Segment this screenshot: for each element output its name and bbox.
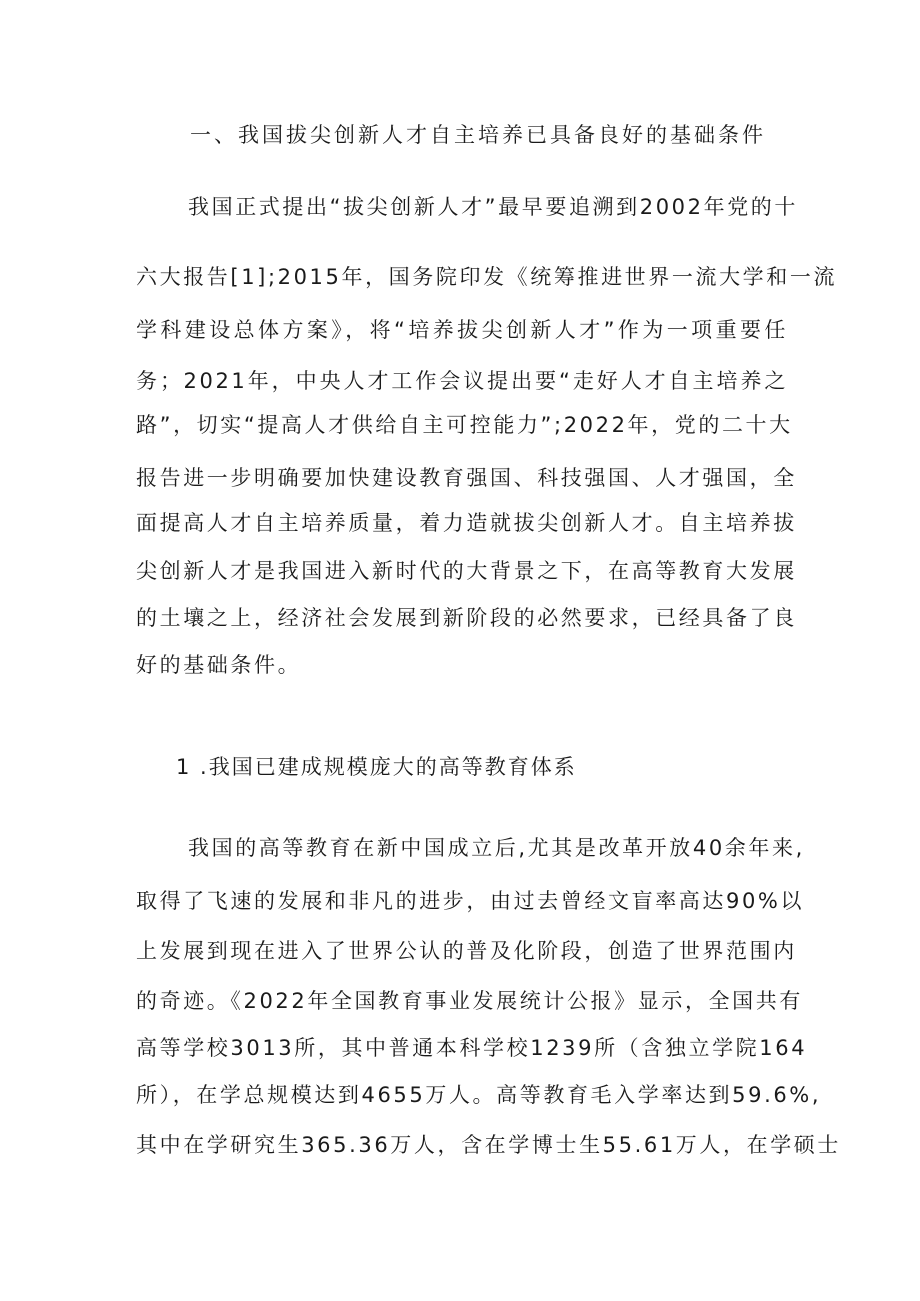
- paragraph-line: 的奇迹。《2022年全国教育事业发展统计公报》显示，全国共有: [136, 989, 803, 1013]
- paragraph-line: 的土壤之上，经济社会发展到新阶段的必然要求，已经具备了良: [136, 606, 797, 630]
- paragraph-line: 尖创新人才是我国进入新时代的大背景之下，在高等教育大发展: [136, 559, 797, 583]
- paragraph-line: 报告进一步明确要加快建设教育强国、科技强国、人才强国，全: [136, 466, 797, 490]
- paragraph-line: 我国正式提出“拔尖创新人才”最早要追溯到2002年党的十: [188, 195, 798, 219]
- subsection-heading: 1 .我国已建成规模庞大的高等教育体系: [176, 755, 577, 779]
- section-heading: 一、我国拔尖创新人才自主培养已具备良好的基础条件: [190, 123, 766, 147]
- paragraph-line: 六大报告[1];2015年，国务院印发《统筹推进世界一流大学和一流: [136, 265, 838, 289]
- paragraph-line: 学科建设总体方案》，将“培养拔尖创新人才”作为一项重要任: [136, 318, 788, 342]
- paragraph-line: 面提高人才自主培养质量，着力造就拔尖创新人才。自主培养拔: [136, 511, 797, 535]
- paragraph-line: 取得了飞速的发展和非凡的进步，由过去曾经文盲率高达90%以: [136, 889, 805, 913]
- paragraph-line: 上发展到现在进入了世界公认的普及化阶段，创造了世界范围内: [136, 939, 797, 963]
- paragraph-line: 其中在学研究生365.36万人，含在学博士生55.61万人，在学硕士: [136, 1133, 841, 1157]
- paragraph-line: 所），在学总规模达到4655万人。高等教育毛入学率达到59.6%,: [136, 1083, 822, 1107]
- paragraph-line: 我国的高等教育在新中国成立后,尤其是改革开放40余年来,: [188, 836, 805, 860]
- paragraph-line: 好的基础条件。: [136, 653, 302, 677]
- paragraph-line: 路”，切实“提高人才供给自主可控能力”;2022年，党的二十大: [136, 413, 793, 437]
- paragraph-line: 高等学校3013所，其中普通本科学校1239所（含独立学院164: [136, 1036, 808, 1060]
- paragraph-line: 务；2021年，中央人才工作会议提出要“走好人才自主培养之: [136, 369, 788, 393]
